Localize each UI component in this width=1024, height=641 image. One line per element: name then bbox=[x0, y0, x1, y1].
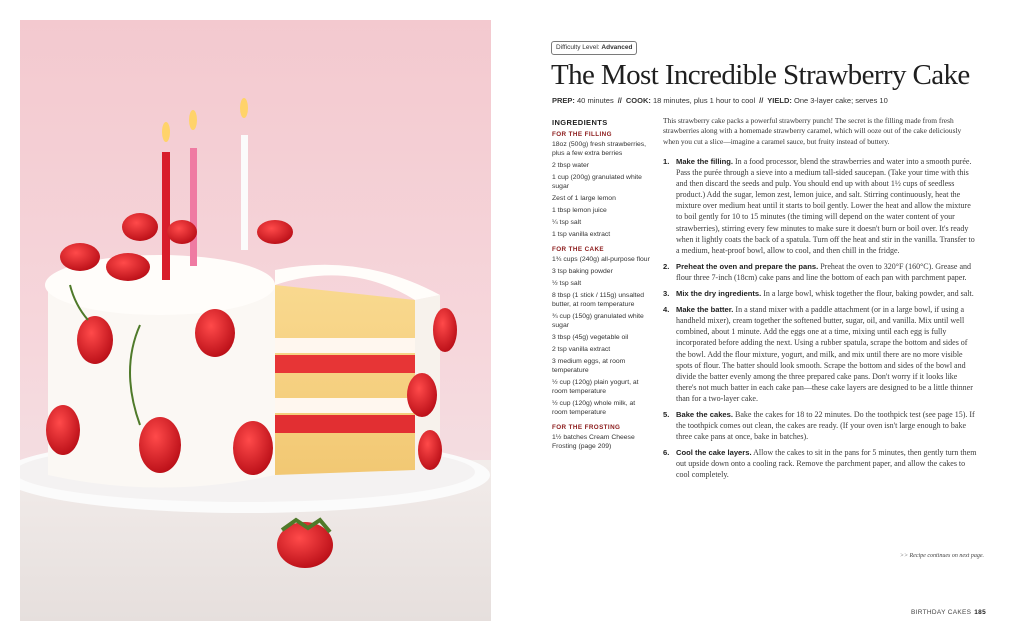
step-heading: Preheat the oven and prepare the pans. bbox=[676, 261, 819, 271]
ingredient-item: ¾ cup (150g) granulated white sugar bbox=[552, 313, 644, 329]
cook-label: COOK: bbox=[625, 96, 651, 105]
recipe-title: The Most Incredible Strawberry Cake bbox=[551, 59, 970, 91]
step-number: 6. bbox=[663, 448, 670, 458]
step-item bbox=[663, 409, 978, 442]
ingredient-item: 1¾ cups (240g) all-purpose flour bbox=[552, 256, 650, 263]
step-text: Bake the cakes for 18 to 22 minutes. Do the toothpick test (see page 15). If the toothpick comes out clean, the cakes are ready. (If your oven isn't large enough to bake three cake pans at once, bake in batches). bbox=[676, 409, 975, 442]
ingredient-item: 1 tsp vanilla extract bbox=[552, 231, 611, 238]
step-item bbox=[663, 447, 978, 480]
page-number: 185 bbox=[974, 609, 986, 616]
ingredient-item: ½ cup (120g) whole milk, at room temperature bbox=[552, 400, 636, 416]
step-heading: Make the batter. bbox=[676, 305, 734, 315]
step-heading: Cool the cake layers. bbox=[676, 448, 752, 458]
ingredient-item: Zest of 1 large lemon bbox=[552, 195, 616, 202]
ingredient-item: 2 tsp vanilla extract bbox=[552, 346, 611, 353]
ingredients-column bbox=[552, 118, 652, 457]
step-number: 1. bbox=[663, 157, 670, 166]
yield-label: YIELD: bbox=[767, 96, 792, 105]
ingredient-item: 1½ batches Cream Cheese Frosting (page 209) bbox=[552, 434, 635, 450]
step-text: Allow the cakes to sit in the pans for 5 minutes, then gently turn them out upside down onto a cooling rack. Remove the parchment paper, and allow the cakes to cool completely. bbox=[676, 448, 977, 480]
step-text: Preheat the oven to 320°F (160°C). Grease and flour three 7-inch (18cm) cake pans and line the bottom of each pan with parchment paper. bbox=[676, 261, 972, 282]
prep-value: 40 minutes bbox=[577, 96, 614, 105]
continues-note: >> Recipe continues on next page. bbox=[899, 553, 984, 559]
step-item bbox=[663, 156, 978, 256]
step-number: 3. bbox=[663, 289, 670, 299]
ingredient-group-cake bbox=[552, 245, 652, 417]
recipe-meta bbox=[552, 96, 888, 106]
cake-photo bbox=[20, 20, 491, 621]
ingredient-item: 2 tbsp water bbox=[552, 162, 590, 169]
ingredient-item: 1 cup (200g) granulated white sugar bbox=[552, 174, 642, 190]
step-heading: Make the filling. bbox=[676, 157, 733, 166]
ingredients-heading: INGREDIENTS bbox=[552, 118, 608, 127]
steps-list bbox=[663, 156, 978, 486]
step-number: 5. bbox=[663, 409, 670, 419]
ingredient-item: 1 tbsp lemon juice bbox=[552, 207, 607, 214]
recipe-intro: This strawberry cake packs a powerful strawberry punch! The secret is the filling made from fresh strawberries along with a homemade strawberry caramel, which will ooze out of the cake deliciously when you cut a slice—imagine a caramel sauce, but fruity instead of buttery. bbox=[663, 116, 962, 146]
meta-separator: // bbox=[759, 96, 764, 105]
footer-section: BIRTHDAY CAKES bbox=[911, 609, 972, 616]
yield-value: One 3-layer cake; serves 10 bbox=[793, 96, 888, 105]
step-heading: Bake the cakes. bbox=[676, 409, 733, 419]
cook-value: 18 minutes, plus 1 hour to cool bbox=[652, 96, 756, 105]
page-footer bbox=[911, 609, 986, 616]
difficulty-value: Advanced bbox=[601, 44, 633, 51]
step-number: 2. bbox=[663, 261, 670, 271]
step-text: In a large bowl, whisk together the flour, baking powder, and salt. bbox=[763, 289, 974, 299]
ingredient-group-filling bbox=[552, 130, 652, 239]
ingredient-group-title: FOR THE FILLING bbox=[552, 131, 612, 138]
ingredient-item: 3 medium eggs, at room temperature bbox=[552, 358, 626, 374]
ingredient-group-title: FOR THE CAKE bbox=[552, 246, 605, 253]
step-item bbox=[663, 261, 978, 283]
step-item bbox=[663, 304, 978, 404]
ingredient-item: 8 tbsp (1 stick / 115g) unsalted butter, at room temperature bbox=[552, 292, 645, 308]
difficulty-label: Difficulty Level: bbox=[556, 44, 600, 51]
step-heading: Mix the dry ingredients. bbox=[676, 289, 762, 299]
step-number: 4. bbox=[663, 305, 670, 315]
step-text: In a stand mixer with a paddle attachment (or in a large bowl, if using a handheld mixer), cream together the softened butter, sugar, oil, and vanilla. Mix until well combined, about 1 minute. Add the eggs one at a time, mixing until each egg is fully incorporated before adding the next. Using a rubber spatula, scrape the bottom and sides of the bowl. Add the flour mixture, yogurt, and milk, and mix until there are no more visible spots of flour. The batter should look smooth. Scrape the bottom and sides of the bowl and divide the batter evenly among the three prepared cake pans. Don't worry if it looks like there's not much batter in each cake pan—these cake layers are designed to be a little thinner than for a two-layer cake. bbox=[676, 305, 973, 403]
ingredient-group-title: FOR THE FROSTING bbox=[552, 424, 621, 431]
step-text: In a food processor, blend the strawberries and water into a smooth purée. Pass the purée through a sieve into a medium tall-sided saucepan. (Take your time with this and then discard the seeds and pulp. You should end up with about 1½ cups of seedless product.) Add the sugar, lemon zest, lemon juice, and salt. Stirring continuously, heat the mixture over medium heat until it starts to boil gently. Lower the heat and allow the mixture to boil gently for 10 to 15 minutes (the timing will depend on the water content of your strawberries), stirring every few minutes to make sure it doesn't burn or boil over. It's ready when it lightly coats the back of a spatula. Turn off the heat and stir in the vanilla. Transfer to a medium, heat-proof bowl, allow to cool, and then chill in the fridge. bbox=[676, 157, 975, 255]
step-item bbox=[663, 288, 978, 299]
ingredient-item: ½ tsp salt bbox=[552, 280, 582, 287]
prep-label: PREP: bbox=[552, 96, 575, 105]
meta-separator: // bbox=[617, 96, 622, 105]
ingredient-item: 3 tbsp (45g) vegetable oil bbox=[552, 334, 629, 341]
ingredient-item: 18oz (500g) fresh strawberries, plus a few extra berries bbox=[552, 141, 647, 157]
ingredient-item: ½ cup (120g) plain yogurt, at room temperature bbox=[552, 379, 639, 395]
ingredient-item: 3 tsp baking powder bbox=[552, 268, 613, 275]
difficulty-badge bbox=[551, 41, 637, 55]
ingredient-group-frosting bbox=[552, 423, 652, 451]
ingredient-item: ¼ tsp salt bbox=[552, 219, 582, 226]
